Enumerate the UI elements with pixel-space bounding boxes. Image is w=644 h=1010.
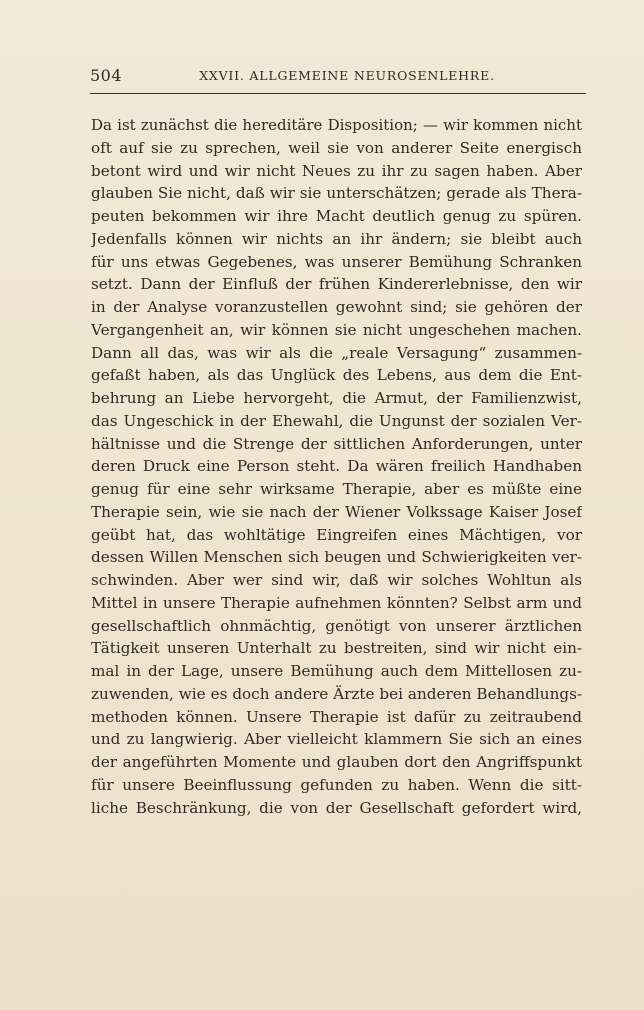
text-line: dessen Willen Menschen sich beugen und Schwierigkeiten ver- (91, 548, 582, 567)
text-line: Tätigkeit unseren Unterhalt zu bestreiten, sind wir nicht ein- (91, 639, 582, 658)
text-line: zuwenden, wie es doch andere Ärzte bei anderen Behandlungs- (91, 684, 582, 703)
text-line: Mittel in unsere Therapie aufnehmen könnten? Selbst arm und (91, 593, 582, 612)
text-line: methoden können. Unsere Therapie ist dafür zu zeitraubend (91, 707, 582, 726)
text-line: der angeführten Momente und glauben dort den Angriffspunkt (91, 753, 582, 771)
text-line: peuten bekommen wir ihre Macht deutlich genug zu spüren. (91, 207, 582, 225)
text-line: Therapie sein, wie sie nach der Wiener Volkssage Kaiser Josef (91, 502, 582, 521)
text-line: das Ungeschick in der Ehewahl, die Ungunst der sozialen Ver- (91, 411, 582, 430)
text-line: und zu langwierig. Aber vielleicht klammern Sie sich an eines (91, 730, 582, 749)
text-line: gefaßt haben, als das Unglück des Lebens, aus dem die Ent- (91, 366, 582, 385)
text-line: behrung an Liebe hervorgeht, die Armut, der Familienzwist, (91, 389, 582, 407)
text-line: Jedenfalls können wir nichts an ihr ändern; sie bleibt auch (91, 229, 582, 248)
header-rule (90, 93, 586, 94)
text-line: in der Analyse voranzustellen gewohnt sind; sie gehören der (91, 298, 582, 316)
text-line: deren Druck eine Person steht. Da wären freilich Handhaben (91, 457, 582, 476)
text-line: Dann all das, was wir als die „reale Versagung“ zusammen- (91, 343, 582, 362)
text-line: hältnisse und die Strenge der sittlichen Anforderungen, unter (91, 434, 582, 453)
text-line: glauben Sie nicht, daß wir sie unterschätzen; gerade als Thera- (91, 184, 582, 203)
text-line: genug für eine sehr wirksame Therapie, aber es müßte eine (91, 480, 582, 498)
body-text (91, 114, 582, 819)
text-line: mal in der Lage, unsere Bemühung auch dem Mittellosen zu- (91, 662, 582, 680)
text-line: für uns etwas Gegebenes, was unserer Bemühung Schranken (91, 252, 582, 271)
running-title: XXVII. ALLGEMEINE NEUROSENLEHRE. (199, 68, 495, 83)
text-line: geübt hat, das wohltätige Eingreifen eines Mächtigen, vor (91, 525, 582, 544)
text-line: setzt. Dann der Einfluß der frühen Kindererlebnisse, den wir (91, 275, 582, 294)
text-line: schwinden. Aber wer sind wir, daß wir solches Wohltun als (91, 571, 582, 589)
text-line: liche Beschränkung, die von der Gesellschaft gefordert wird, (91, 798, 582, 817)
page-number: 504 (90, 66, 123, 85)
text-line: betont wird und wir nicht Neues zu ihr zu sagen haben. Aber (91, 161, 582, 180)
text-line: Vergangenheit an, wir können sie nicht ungeschehen machen. (91, 320, 582, 339)
text-line: Da ist zunächst die hereditäre Disposition; — wir kommen nicht (91, 116, 582, 134)
page-header (90, 66, 586, 88)
text-line: oft auf sie zu sprechen, weil sie von anderer Seite energisch (91, 138, 582, 157)
text-line: für unsere Beeinflussung gefunden zu haben. Wenn die sitt- (91, 775, 582, 794)
text-line: gesellschaftlich ohnmächtig, genötigt von unserer ärztlichen (91, 616, 582, 635)
